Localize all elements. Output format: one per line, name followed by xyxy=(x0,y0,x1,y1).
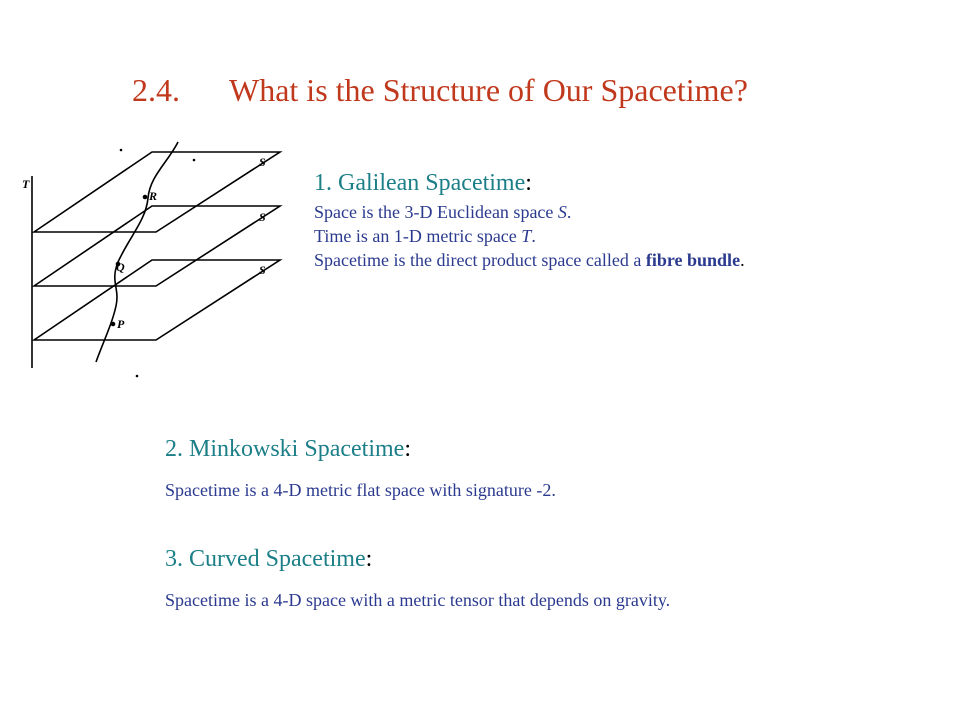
fibre-bundle-diagram xyxy=(18,136,290,386)
fibre-bundle-figure xyxy=(18,136,290,386)
slide-title xyxy=(132,72,748,109)
galilean-colon: : xyxy=(525,170,532,196)
galilean-line-time-text: Time is an 1-D metric space xyxy=(314,226,522,246)
minkowski-heading xyxy=(165,432,556,466)
curved-heading xyxy=(165,542,670,576)
curved-title: Curved Spacetime xyxy=(189,546,366,572)
curved-body: Spacetime is a 4-D space with a metric tensor that depends on gravity. xyxy=(165,590,671,610)
curved-number: 3. xyxy=(165,546,183,572)
label-r: R xyxy=(149,189,158,203)
minkowski-body: Spacetime is a 4-D metric flat space with signature -2. xyxy=(165,480,556,500)
curved-colon: : xyxy=(365,546,373,572)
galilean-number: 1. xyxy=(314,170,332,196)
label-s-middle: S xyxy=(259,210,266,224)
label-s-bottom: S xyxy=(259,263,266,277)
point-p xyxy=(111,322,116,327)
galilean-line-spacetime-end: . xyxy=(740,250,745,270)
galilean-line-space-text: Space is the 3-D Euclidean space xyxy=(314,202,558,222)
fibre-bundle-term: fibre bundle xyxy=(645,250,741,270)
worldline xyxy=(96,142,178,362)
galilean-line-space-end: . xyxy=(566,202,572,222)
galilean-line-spacetime xyxy=(314,248,745,272)
title-number: 2.4. xyxy=(132,72,180,108)
label-q: Q xyxy=(116,260,125,274)
galilean-heading xyxy=(314,166,745,200)
label-s-top: S xyxy=(259,155,266,169)
label-t: T xyxy=(22,177,30,191)
section-curved xyxy=(165,542,670,612)
label-p: P xyxy=(117,317,125,331)
point-r xyxy=(143,195,148,200)
galilean-line-time xyxy=(314,224,745,248)
plane-bottom xyxy=(34,260,280,340)
plane-middle xyxy=(34,206,280,286)
minkowski-title: Minkowski Spacetime xyxy=(189,436,405,462)
galilean-title: Galilean Spacetime xyxy=(338,170,526,196)
minkowski-colon: : xyxy=(404,436,411,462)
section-galilean xyxy=(314,166,745,272)
minkowski-number: 2. xyxy=(165,436,183,462)
title-text: What is the Structure of Our Spacetime? xyxy=(229,72,748,108)
galilean-line-time-end: . xyxy=(531,226,536,246)
galilean-var-t: T xyxy=(521,226,532,246)
galilean-line-spacetime-text: Spacetime is the direct product space called a xyxy=(314,250,646,270)
section-minkowski xyxy=(165,432,556,502)
galilean-var-s: S xyxy=(557,202,567,222)
galilean-line-space xyxy=(314,200,745,224)
